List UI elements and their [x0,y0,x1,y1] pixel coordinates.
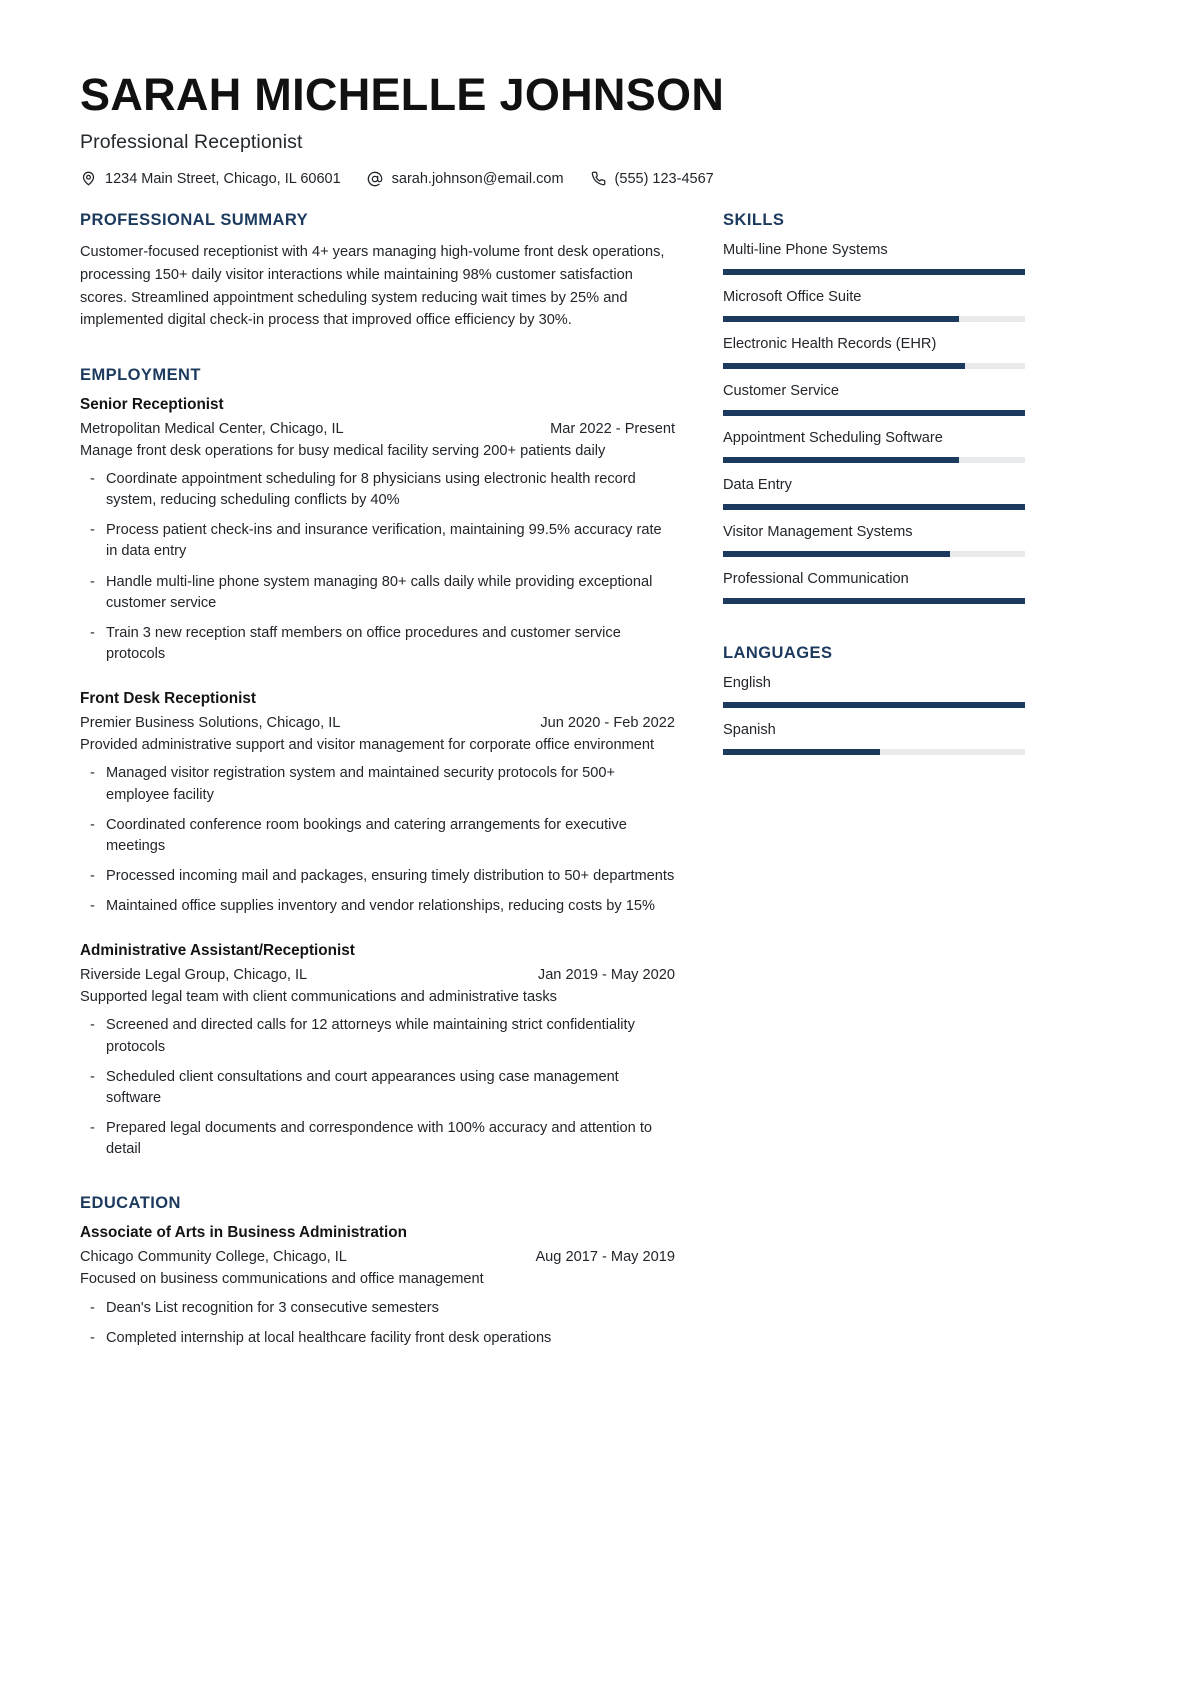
skill-level-bar [723,316,1025,322]
education-description: Focused on business communications and office management [80,1271,484,1288]
bullet-item [80,866,675,887]
language-item [723,721,1035,755]
employment-meta [80,421,675,437]
skill-item [723,382,1035,416]
employment-meta [80,967,675,983]
education-institution: Chicago Community College, Chicago, IL [80,1249,347,1266]
bullet-text: Coordinate appointment scheduling for 8 physicians using electronic health record system, reducing scheduling conflicts by 40% [106,470,636,509]
employment-bullet-list [80,1015,675,1160]
bullet-text: Scheduled client consultations and court appearances using case management software [106,1068,619,1106]
skill-level-bar [723,363,1025,369]
employment-entry [80,396,675,665]
bullet-dash-icon: - [90,1120,95,1137]
employment-description: Provided administrative support and visitor management for corporate office environment [80,737,655,754]
section-languages [723,644,1035,755]
section-heading-languages: LANGUAGES [723,644,833,663]
skill-item [723,241,1035,275]
location-pin-icon [80,170,97,187]
skill-level-bar [723,504,1025,510]
candidate-job-title: Professional Receptionist [80,131,303,154]
employment-job-title: Senior Receptionist [80,395,224,413]
bullet-text: Completed internship at local healthcare facility front desk operations [106,1329,552,1346]
bullet-text: Maintained office supplies inventory and vendor relationships, reducing costs by 15% [106,898,655,915]
bullet-dash-icon: - [90,1068,95,1085]
bullet-text: Managed visitor registration system and maintained security protocols for 500+ employee facility [106,765,616,803]
skill-level-bar [723,457,1025,463]
section-professional-summary [80,211,675,331]
bullet-dash-icon: - [90,624,95,641]
skill-level-fill [723,316,959,322]
bullet-item [80,896,675,917]
skill-level-fill [723,363,965,369]
bullet-item [80,1328,675,1349]
employment-job-title: Administrative Assistant/Receptionist [80,942,355,960]
bullet-item [80,572,675,614]
skill-label: Visitor Management Systems [723,524,913,541]
bullet-dash-icon: - [90,573,95,590]
bullet-dash-icon: - [90,1017,95,1034]
skill-level-fill [723,504,1025,510]
contact-email [367,170,564,187]
skill-label: Electronic Health Records (EHR) [723,336,937,353]
contact-email-text: sarah.johnson@email.com [391,170,564,187]
bullet-text: Prepared legal documents and correspondence with 100% accuracy and attention to detail [106,1120,652,1158]
employment-dates: Jun 2020 - Feb 2022 [540,715,675,732]
bullet-item [80,623,675,665]
bullet-dash-icon: - [90,816,95,833]
candidate-name: SARAH MICHELLE JOHNSON [80,69,725,120]
bullet-item [80,1118,675,1160]
employment-dates: Jan 2019 - May 2020 [537,967,675,984]
employment-bullet-list [80,469,675,665]
skill-level-fill [723,551,950,557]
employment-entry [80,942,675,1160]
skill-label: Data Entry [723,477,792,494]
employment-organization: Metropolitan Medical Center, Chicago, IL [80,420,344,437]
skill-item [723,476,1035,510]
summary-text: Customer-focused receptionist with 4+ years managing high-volume front desk operations, processing 150+ daily visitor interactions while maintaining 98% customer satisfaction scores. Streamlined appointment scheduling system reducing wait times by 25% and implemented digital check-in process that improved office efficiency by 30%. [80,244,665,329]
employment-description: Manage front desk operations for busy medical facility serving 200+ patients daily [80,442,606,459]
language-level-fill [723,702,1025,708]
skill-label: Multi-line Phone Systems [723,242,888,259]
education-meta [80,1249,675,1265]
bullet-item [80,520,675,562]
bullet-item [80,1298,675,1319]
bullet-text: Screened and directed calls for 12 attorneys while maintaining strict confidentiality protocols [106,1017,635,1055]
language-label: English [723,675,771,692]
education-degree: Associate of Arts in Business Administration [80,1224,407,1242]
employment-meta [80,715,675,731]
bullet-dash-icon: - [90,470,95,487]
contact-phone [590,170,714,187]
bullet-text: Dean's List recognition for 3 consecutive semesters [106,1299,439,1316]
employment-bullet-list [80,763,675,917]
skill-level-bar [723,410,1025,416]
section-heading-employment: EMPLOYMENT [80,365,201,384]
skill-item [723,523,1035,557]
resume-body [80,211,1125,1383]
section-employment [80,366,675,1161]
contact-phone-text: (555) 123-4567 [614,170,714,187]
skill-item [723,335,1035,369]
bullet-dash-icon: - [90,765,95,782]
bullet-item [80,763,675,805]
language-level-fill [723,749,880,755]
contact-row [80,170,1125,187]
skill-level-fill [723,457,959,463]
main-column [80,211,695,1383]
employment-organization: Riverside Legal Group, Chicago, IL [80,967,308,984]
bullet-dash-icon: - [90,1329,95,1346]
contact-address [80,170,341,187]
bullet-text: Train 3 new reception staff members on office procedures and customer service protocols [106,624,621,663]
language-level-bar [723,749,1025,755]
bullet-item [80,1067,675,1109]
at-sign-icon [367,170,384,187]
language-level-bar [723,702,1025,708]
skill-item [723,288,1035,322]
section-heading-summary: PROFESSIONAL SUMMARY [80,211,309,230]
skill-level-fill [723,410,1025,416]
bullet-text: Handle multi-line phone system managing 80+ calls daily while providing exceptional customer service [106,573,653,611]
section-heading-education: EDUCATION [80,1194,181,1213]
employment-dates: Mar 2022 - Present [550,420,675,437]
skill-level-fill [723,598,1025,604]
bullet-dash-icon: - [90,898,95,915]
bullet-dash-icon: - [90,868,95,885]
bullet-text: Processed incoming mail and packages, ensuring timely distribution to 50+ departments [106,868,675,885]
skill-level-bar [723,269,1025,275]
bullet-dash-icon: - [90,1299,95,1316]
skill-level-bar [723,598,1025,604]
bullet-item [80,1015,675,1057]
bullet-text: Process patient check-ins and insurance verification, maintaining 99.5% accuracy rate in data entry [106,522,662,560]
bullet-dash-icon: - [90,522,95,539]
section-education [80,1194,675,1348]
phone-icon [590,170,607,187]
employment-entry [80,690,675,917]
resume-header [80,70,1125,187]
education-entry [80,1224,675,1348]
sidebar-column [723,211,1035,795]
skill-level-bar [723,551,1025,557]
employment-organization: Premier Business Solutions, Chicago, IL [80,715,341,732]
language-label: Spanish [723,722,776,739]
skill-item [723,570,1035,604]
skill-item [723,429,1035,463]
skill-label: Customer Service [723,383,839,400]
contact-address-text: 1234 Main Street, Chicago, IL 60601 [105,170,341,187]
education-dates: Aug 2017 - May 2019 [535,1249,675,1266]
bullet-item [80,469,675,511]
skill-label: Professional Communication [723,571,909,588]
section-skills [723,211,1035,604]
employment-description: Supported legal team with client communications and administrative tasks [80,989,557,1006]
language-item [723,674,1035,708]
bullet-text: Coordinated conference room bookings and catering arrangements for executive meetings [106,816,627,854]
section-heading-skills: SKILLS [723,211,785,230]
education-bullet-list [80,1298,675,1349]
employment-job-title: Front Desk Receptionist [80,690,256,708]
bullet-item [80,815,675,857]
skill-label: Microsoft Office Suite [723,289,862,306]
skill-level-fill [723,269,1025,275]
skill-label: Appointment Scheduling Software [723,430,943,447]
